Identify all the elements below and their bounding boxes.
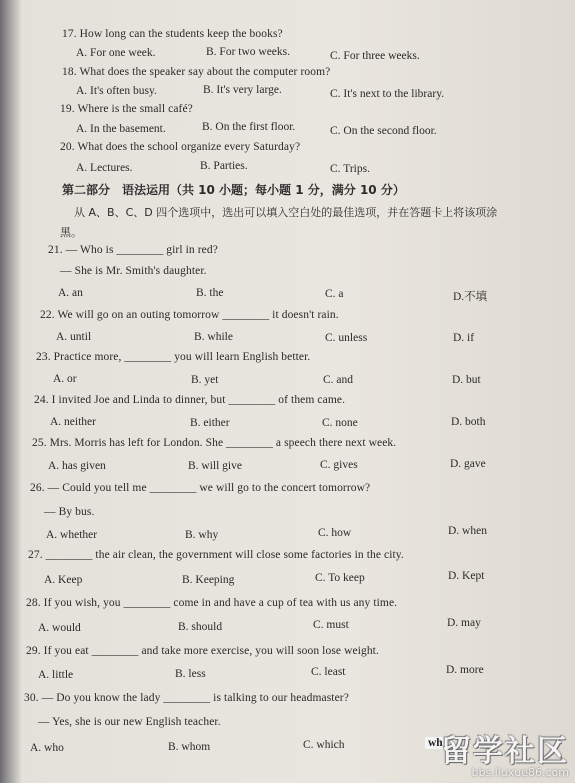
option-30d-partial: wh — [425, 737, 446, 749]
question-17: 17. How long can the students keep the books? — [62, 28, 283, 40]
option-27c: C. To keep — [315, 572, 365, 584]
question-19: 19. Where is the small café? — [60, 103, 193, 115]
option-18a: A. It's often busy. — [76, 85, 157, 97]
option-17a: A. For one week. — [76, 47, 156, 59]
option-21d: D.不填 — [453, 291, 488, 303]
option-19a: A. In the basement. — [76, 123, 166, 135]
question-21: 21. — Who is ________ girl in red? — [48, 244, 218, 256]
option-29d: D. more — [446, 664, 484, 676]
option-22a: A. until — [56, 331, 92, 343]
option-22b: B. while — [194, 331, 233, 343]
question-27: 27. ________ the air clean, the government will close some factories in the city. — [28, 549, 404, 561]
option-27b: B. Keeping — [182, 574, 235, 586]
option-22c: C. unless — [325, 332, 368, 344]
question-24: 24. I invited Joe and Linda to dinner, but ________ of them came. — [34, 394, 346, 406]
option-26b: B. why — [185, 529, 219, 541]
option-30b: B. whom — [168, 741, 211, 753]
option-23c: C. and — [323, 374, 354, 386]
option-28a: A. would — [38, 622, 81, 634]
question-29: 29. If you eat ________ and take more exercise, you will soon lose weight. — [26, 645, 379, 657]
option-25c: C. gives — [320, 459, 358, 471]
option-26a: A. whether — [46, 529, 98, 541]
option-24a: A. neither — [50, 416, 96, 428]
question-25: 25. Mrs. Morris has left for London. She ________ a speech there next week. — [32, 437, 397, 449]
option-20c: C. Trips. — [330, 163, 370, 175]
option-28c: C. must — [313, 619, 349, 631]
question-30: 30. — Do you know the lady ________ is talking to our headmaster? — [24, 692, 349, 704]
question-23: 23. Practice more, ________ you will learn English better. — [36, 351, 311, 363]
question-21-response: — She is Mr. Smith's daughter. — [60, 265, 207, 277]
question-20: 20. What does the school organize every Saturday? — [60, 141, 301, 153]
option-19c: C. On the second floor. — [330, 125, 437, 137]
option-22d: D. if — [453, 332, 475, 344]
option-25d: D. gave — [450, 458, 486, 470]
option-20b: B. Parties. — [200, 160, 248, 172]
watermark-url: bbs.liuxue86.com — [471, 766, 569, 779]
question-22: 22. We will go on an outing tomorrow ________ it doesn't rain. — [40, 309, 339, 321]
option-21b: B. the — [196, 287, 224, 299]
option-20a: A. Lectures. — [76, 162, 133, 174]
question-18: 18. What does the speaker say about the computer room? — [62, 66, 331, 78]
question-26-response: — By bus. — [44, 506, 95, 518]
option-30c: C. which — [303, 739, 345, 751]
option-29c: C. least — [311, 666, 346, 678]
option-28d: D. may — [447, 617, 481, 629]
option-25b: B. will give — [188, 460, 242, 472]
question-30-response: — Yes, she is our new English teacher. — [38, 716, 221, 728]
option-26c: C. how — [318, 527, 352, 539]
option-21c: C. a — [325, 288, 344, 300]
question-26: 26. — Could you tell me ________ we will go to the concert tomorrow? — [30, 482, 371, 494]
option-21a: A. an — [58, 287, 83, 299]
option-30a: A. who — [30, 742, 64, 754]
option-24c: C. none — [322, 417, 358, 429]
section-heading: 第二部分 语法运用（共 10 小题；每小题 1 分，满分 10 分） — [62, 183, 405, 197]
option-17b: B. For two weeks. — [206, 46, 291, 58]
option-29b: B. less — [175, 668, 206, 680]
option-18c: C. It's next to the library. — [330, 88, 445, 100]
option-23a: A. or — [53, 373, 77, 385]
option-18b: B. It's very large. — [203, 84, 282, 96]
section-instruction-cont: 黑。 — [60, 226, 82, 239]
site-watermark — [441, 726, 569, 779]
option-25a: A. has given — [48, 460, 106, 472]
option-23d: D. but — [452, 374, 481, 386]
option-26d: D. when — [448, 525, 487, 537]
option-29a: A. little — [38, 669, 74, 681]
option-23b: B. yet — [191, 374, 219, 386]
option-17c: C. For three weeks. — [330, 50, 420, 62]
watermark-logo: 留学社区 — [441, 734, 569, 769]
option-27a: A. Keep — [44, 574, 83, 586]
option-28b: B. should — [178, 621, 223, 633]
option-24d: D. both — [451, 416, 486, 428]
section-instruction: 从 A、B、C、D 四个选项中，选出可以填入空白处的最佳选项，并在答题卡上将该项涂 — [74, 206, 498, 219]
option-19b: B. On the first floor. — [202, 121, 296, 133]
question-28: 28. If you wish, you ________ come in and have a cup of tea with us any time. — [26, 597, 398, 609]
option-27d: D. Kept — [448, 570, 485, 582]
option-24b: B. either — [190, 417, 230, 429]
